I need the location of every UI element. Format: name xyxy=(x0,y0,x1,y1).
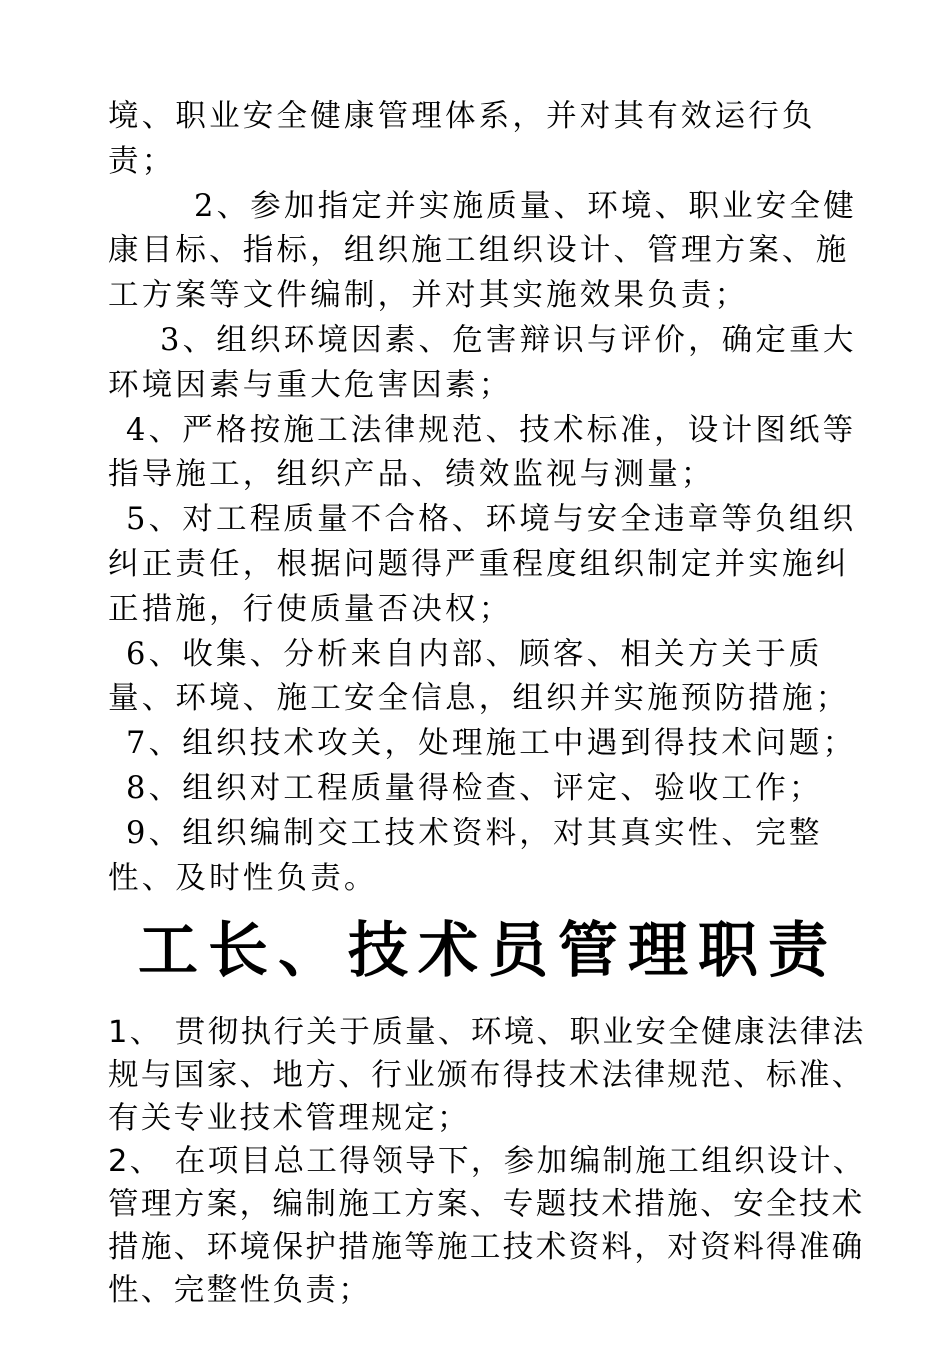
paragraph: 6、收集、分析来自内部、顾客、相关方关于质量、环境、施工安全信息，组织并实施预防措施； xyxy=(108,636,850,717)
paragraph: 2、参加指定并实施质量、环境、职业安全健康目标、指标，组织施工组织设计、管理方案、施工方案等文件编制，并对其实施效果负责； xyxy=(108,188,857,314)
paragraph: 3、组织环境因素、危害辩识与评价，确定重大环境因素与重大危害因素； xyxy=(108,322,857,403)
paragraph: 境、职业安全健康管理体系，并对其有效运行负责； xyxy=(108,99,816,179)
section-heading: 工长、技术员管理职责 xyxy=(138,916,838,987)
paragraph: 1、 贯彻执行关于质量、环境、职业安全健康法律法规与国家、地方、行业颁布得技术法律规范、标准、有关专业技术管理规定； xyxy=(108,1015,866,1137)
document-page xyxy=(108,95,868,1312)
paragraph: 7、组织技术攻关，处理施工中遇到得技术问题； xyxy=(126,726,857,762)
section-foreman-technician-duties xyxy=(108,1011,868,1312)
paragraph: 4、严格按施工法律规范、技术标准，设计图纸等指导施工，组织产品、绩效监视与测量； xyxy=(108,412,857,493)
section-responsibilities-continued xyxy=(108,95,868,901)
paragraph: 2、 在项目总工得领导下，参加编制施工组织设计、管理方案，编制施工方案、专题技术措施、安全技术措施、环境保护措施等施工技术资料，对资料得准确性、完整性负责； xyxy=(108,1144,866,1309)
paragraph: 9、组织编制交工技术资料，对其真实性、完整性、及时性负责。 xyxy=(108,815,823,896)
paragraph: 8、组织对工程质量得检查、评定、验收工作； xyxy=(126,770,823,806)
paragraph: 5、对工程质量不合格、环境与安全违章等负组织纠正责任，根据问题得严重程度组织制定并实施纠正措施，行使质量否决权； xyxy=(108,502,857,627)
